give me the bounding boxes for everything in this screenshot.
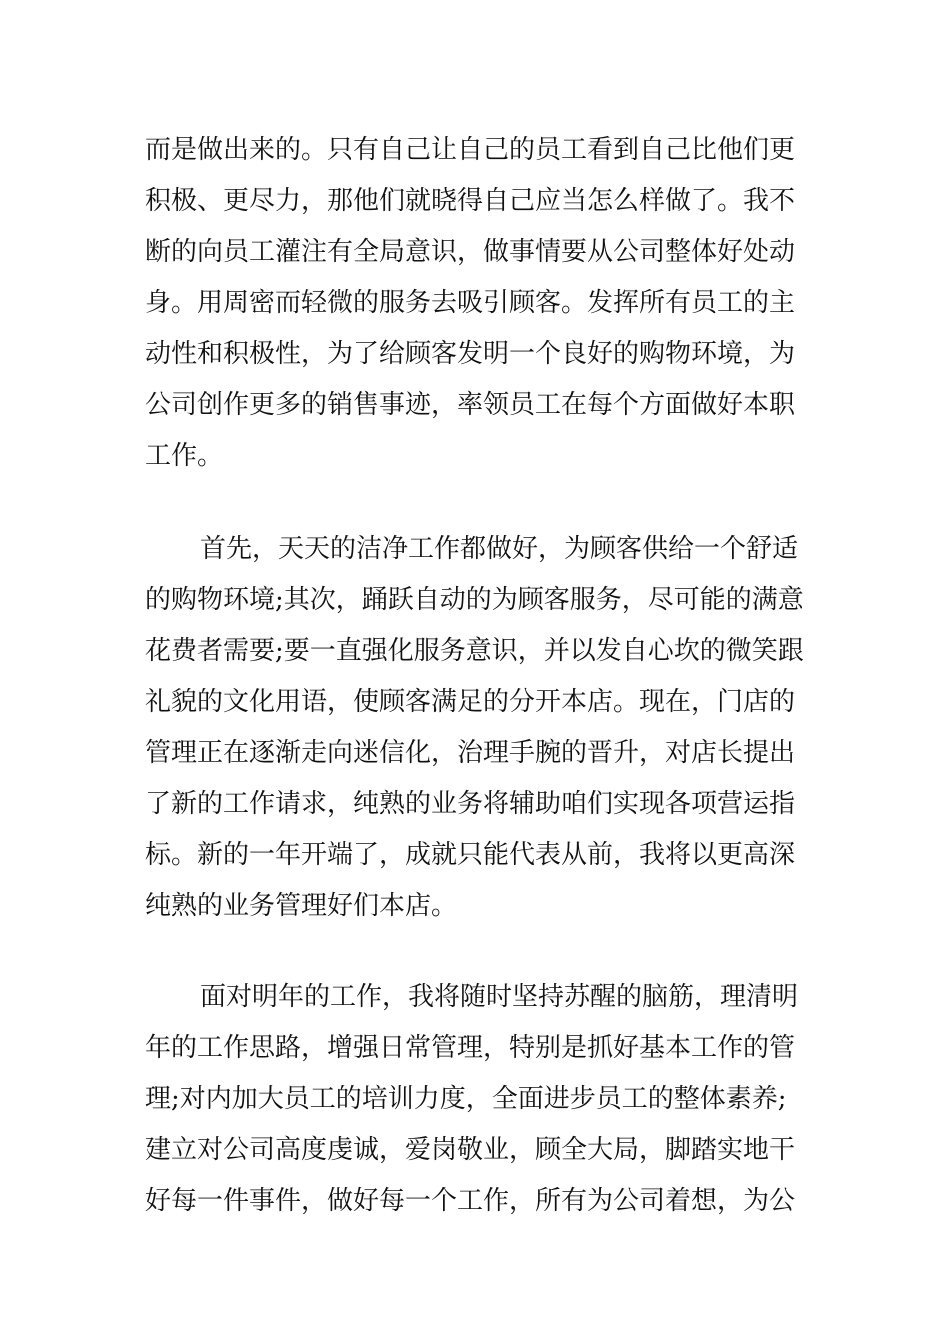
text-line: 公司创作更多的销售事迹，率领员工在每个方面做好本职 <box>145 390 796 420</box>
text-line: 首先，天天的洁净工作都做好，为顾客供给一个舒适 <box>200 534 799 564</box>
text-line: 了新的工作请求，纯熟的业务将辅助咱们实现各项营运指 <box>145 789 796 819</box>
text-line: 的购物环境;其次，踊跃自动的为顾客服务，尽可能的满意 <box>145 585 804 615</box>
text-line: 面对明年的工作，我将随时坚持苏醒的脑筋，理清明 <box>200 982 799 1012</box>
text-line: 花费者需要;要一直强化服务意识，并以发自心坎的微笑跟 <box>145 636 804 666</box>
text-line: 礼貌的文化用语，使顾客满足的分开本店。现在，门店的 <box>145 687 796 717</box>
text-line: 纯熟的业务管理好们本店。 <box>145 891 458 921</box>
text-line: 建立对公司高度虔诚，爱岗敬业，顾全大局，脚踏实地干 <box>145 1135 796 1165</box>
text-line: 积极、更尽力，那他们就晓得自己应当怎么样做了。我不 <box>145 186 796 216</box>
text-line: 标。新的一年开端了，成就只能代表从前，我将以更高深 <box>145 840 796 870</box>
paragraph-3 <box>145 972 810 1227</box>
text-line: 好每一件事件，做好每一个工作，所有为公司着想，为公 <box>145 1186 796 1216</box>
paragraph-2 <box>145 524 810 932</box>
text-line: 理;对内加大员工的培训力度，全面进步员工的整体素养; <box>145 1084 787 1114</box>
paragraph-1 <box>145 125 810 482</box>
text-line: 断的向员工灌注有全局意识，做事情要从公司整体好处动 <box>145 237 796 267</box>
text-line: 动性和积极性，为了给顾客发明一个良好的购物环境，为 <box>145 339 796 369</box>
text-line: 身。用周密而轻微的服务去吸引顾客。发挥所有员工的主 <box>145 288 796 318</box>
text-line: 工作。 <box>145 441 224 471</box>
text-line: 年的工作思路，增强日常管理，特别是抓好基本工作的管 <box>145 1033 796 1063</box>
text-line: 而是做出来的。只有自己让自己的员工看到自己比他们更 <box>145 135 796 165</box>
text-line: 管理正在逐渐走向迷信化，治理手腕的晋升，对店长提出 <box>145 738 796 768</box>
